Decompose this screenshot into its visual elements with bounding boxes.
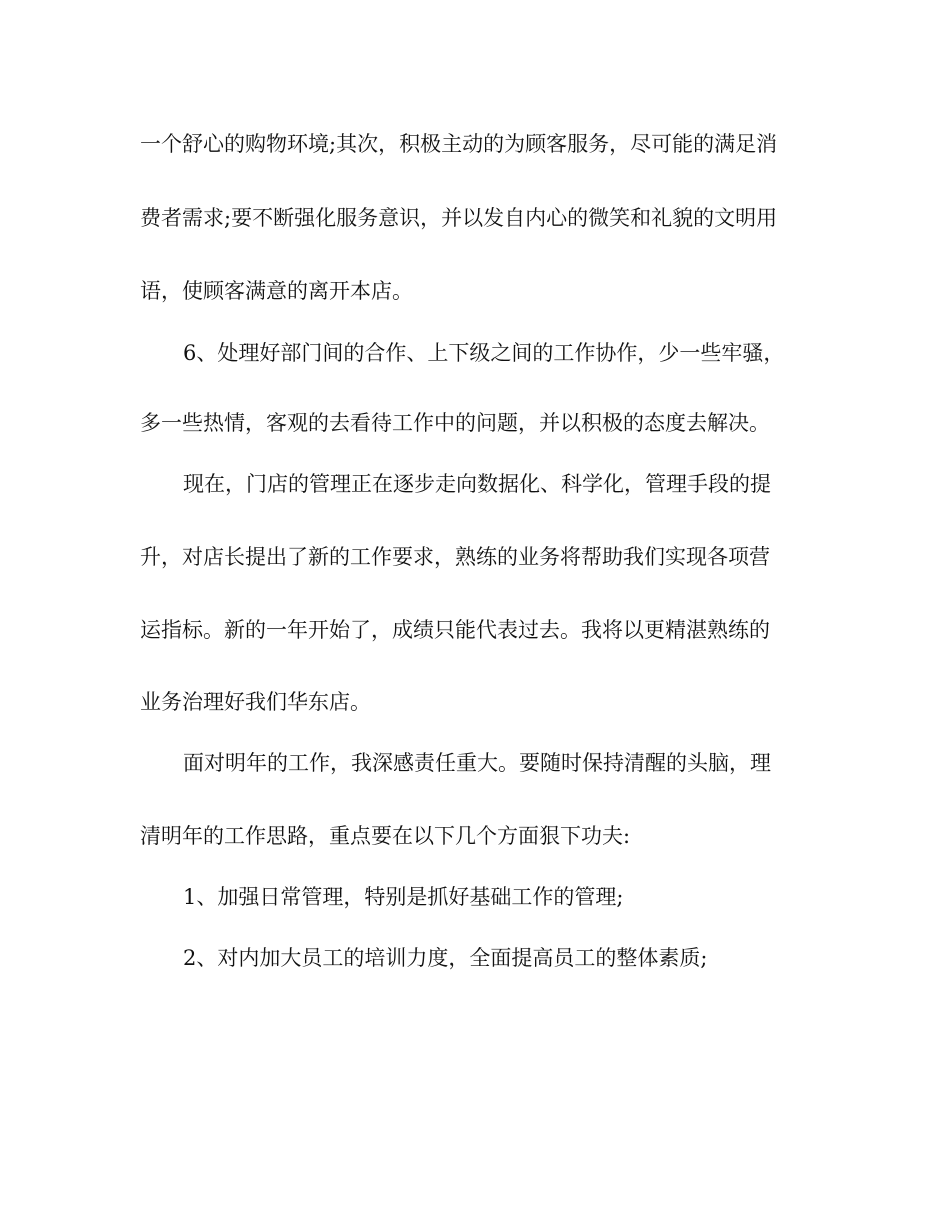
text-line: 语，使顾客满意的离开本店。	[140, 279, 413, 303]
paragraph-start-line: 现在，门店的管理正在逐步走向数据化、科学化，管理手段的提	[183, 472, 771, 496]
paragraph-start-line: 6、处理好部门间的合作、上下级之间的工作协作，少一些牢骚，	[183, 341, 785, 365]
text-line: 多一些热情，客观的去看待工作中的问题，并以积极的态度去解决。	[140, 411, 770, 435]
text-line: 业务治理好我们华东店。	[140, 690, 371, 714]
list-item: 2、对内加大员工的培训力度，全面提高员工的整体素质;	[183, 946, 708, 970]
text-line: 运指标。新的一年开始了，成绩只能代表过去。我将以更精湛熟练的	[140, 618, 770, 642]
text-line: 清明年的工作思路，重点要在以下几个方面狠下功夫:	[140, 824, 631, 848]
text-line: 一个舒心的购物环境;其次，积极主动的为顾客服务，尽可能的满足消	[140, 132, 778, 156]
text-line: 费者需求;要不断强化服务意识，并以发自内心的微笑和礼貌的文明用	[140, 206, 778, 230]
list-item: 1、加强日常管理，特别是抓好基础工作的管理;	[183, 885, 624, 909]
text-line: 升，对店长提出了新的工作要求，熟练的业务将帮助我们实现各项营	[140, 545, 770, 569]
paragraph-start-line: 面对明年的工作，我深感责任重大。要随时保持清醒的头脑，理	[183, 751, 771, 775]
